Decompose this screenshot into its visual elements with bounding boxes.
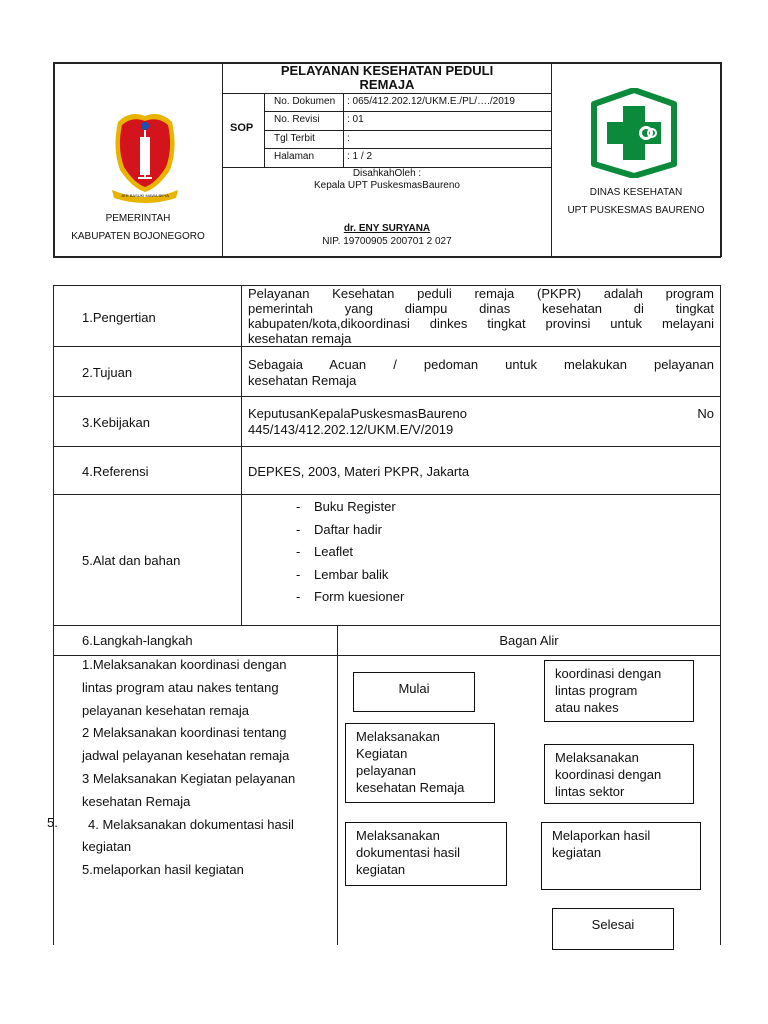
signer-nip: NIP. 19700905 200701 2 027 bbox=[322, 236, 452, 247]
flow-laporan bbox=[541, 822, 701, 890]
step-line: 2 Melaksanakan koordinasi tentang bbox=[82, 725, 287, 741]
pengertian-label: 1.Pengertian bbox=[82, 310, 156, 325]
flow-text: Melaksanakan bbox=[356, 828, 440, 843]
flow-text: Melaporkan hasil bbox=[552, 828, 651, 843]
flow-text: Melaksanakan bbox=[356, 729, 440, 744]
list-item-text: Lembar balik bbox=[314, 566, 389, 582]
flow-header: Bagan Alir bbox=[499, 633, 559, 648]
kebijakan-no: No bbox=[697, 406, 714, 421]
alat-list bbox=[296, 496, 404, 609]
flow-dokumentasi bbox=[345, 822, 507, 886]
regency-logo-ribbon: JER BASUKI MAWA BEYA bbox=[121, 193, 169, 198]
puskesmas-logo bbox=[590, 88, 678, 178]
page-label: Halaman bbox=[274, 151, 315, 162]
steps-list bbox=[82, 654, 295, 882]
list-item bbox=[296, 586, 404, 609]
page-title bbox=[223, 64, 551, 92]
approver-title: Kepala UPT PuskesmasBaureno bbox=[313, 180, 460, 191]
right-org-line1: DINAS KESEHATAN bbox=[589, 187, 683, 198]
list-item bbox=[296, 496, 404, 519]
step-line: 5.melaporkan hasil kegiatan bbox=[82, 862, 244, 878]
flow-text: atau nakes bbox=[555, 700, 619, 715]
bullet: - bbox=[296, 566, 301, 582]
tujuan-label: 2.Tujuan bbox=[82, 365, 133, 380]
list-item bbox=[296, 564, 404, 587]
revision-value: : 01 bbox=[347, 114, 364, 125]
step-line: jadwal pelayanan kesehatan remaja bbox=[82, 748, 290, 764]
list-item-text: Buku Register bbox=[314, 499, 396, 514]
step-line: lintas program atau nakes tentang bbox=[82, 679, 279, 695]
step-line: 3 Melaksanakan Kegiatan pelayanan bbox=[82, 770, 296, 786]
issue-date-value: : bbox=[347, 133, 350, 144]
step-line: kesehatan Remaja bbox=[82, 793, 191, 809]
bullet: - bbox=[296, 544, 301, 560]
issue-date-label: Tgl Terbit bbox=[274, 133, 315, 144]
step-line: kegiatan bbox=[82, 839, 132, 855]
referensi-label: 4.Referensi bbox=[82, 464, 149, 479]
step-line: 1.Melaksanakan koordinasi dengan bbox=[82, 657, 287, 672]
step-line: pelayanan kesehatan remaja bbox=[82, 702, 249, 718]
flow-text: koordinasi dengan bbox=[555, 767, 662, 782]
flow-text: dokumentasi hasil bbox=[356, 845, 461, 860]
flow-text: kegiatan bbox=[356, 862, 406, 877]
flow-koordinasi-lintas-program bbox=[544, 660, 694, 722]
left-org-line2: KABUPATEN BOJONEGORO bbox=[71, 231, 205, 242]
flow-start: Mulai bbox=[353, 672, 475, 712]
approved-by: DisahkahOleh : bbox=[352, 168, 422, 179]
langkah-label: 6.Langkah-langkah bbox=[82, 633, 193, 648]
flow-text: Kegiatan bbox=[356, 746, 408, 761]
list-item-text: Form kuesioner bbox=[314, 589, 405, 605]
flow-text: kesehatan Remaja bbox=[356, 780, 465, 795]
pengertian-line: kabupaten/kota,dikoordinasi dinkes tingkat provinsi untuk melayani bbox=[248, 316, 714, 331]
bullet: - bbox=[296, 499, 301, 514]
kebijakan-decree: KeputusanKepalaPuskesmasBaureno bbox=[248, 406, 467, 421]
flow-end: Selesai bbox=[552, 908, 674, 950]
list-item bbox=[296, 519, 404, 542]
list-item-text: Daftar hadir bbox=[314, 521, 382, 537]
flow-text: kegiatan bbox=[552, 845, 602, 860]
step-line: 4. Melaksanakan dokumentasi hasil bbox=[88, 816, 294, 832]
right-org-line2: UPT PUSKESMAS BAURENO bbox=[567, 205, 705, 216]
page-value: : 1 / 2 bbox=[347, 151, 373, 162]
doc-number-value: : 065/412.202.12/UKM.E./PL/…./2019 bbox=[347, 96, 515, 107]
title-line1: PELAYANAN KESEHATAN PEDULI bbox=[280, 63, 494, 78]
title-line2: REMAJA bbox=[359, 77, 415, 92]
tujuan-line: kesehatan Remaja bbox=[248, 373, 357, 388]
bullet: - bbox=[296, 521, 301, 537]
alat-label: 5.Alat dan bahan bbox=[82, 553, 181, 568]
tujuan-text bbox=[248, 357, 714, 389]
referensi-text: DEPKES, 2003, Materi PKPR, Jakarta bbox=[248, 464, 470, 479]
doc-number-label: No. Dokumen bbox=[274, 96, 336, 107]
regency-logo bbox=[108, 108, 182, 204]
pengertian-line: pemerintah yang diampu dinas kesehatan di tingkat bbox=[248, 301, 714, 316]
flow-text: koordinasi dengan bbox=[555, 666, 662, 681]
pengertian-line: kesehatan remaja bbox=[248, 331, 352, 346]
stray-number: 5. bbox=[47, 815, 58, 830]
flow-text: lintas program bbox=[555, 683, 638, 698]
flow-text: pelayanan bbox=[356, 763, 416, 778]
kebijakan-text bbox=[248, 406, 714, 438]
tujuan-line: Sebagaia Acuan / pedoman untuk melakukan pelayanan bbox=[248, 357, 714, 372]
kebijakan-label: 3.Kebijakan bbox=[82, 415, 150, 430]
flow-text: Melaksanakan bbox=[555, 750, 639, 765]
list-item-text: Leaflet bbox=[314, 544, 354, 560]
list-item bbox=[296, 541, 404, 564]
signer-name: dr. ENY SURYANA bbox=[343, 223, 431, 234]
pengertian-line: Pelayanan Kesehatan peduli remaja (PKPR) adalah program bbox=[248, 286, 714, 301]
flow-kegiatan bbox=[345, 723, 495, 803]
left-org-line1: PEMERINTAH bbox=[105, 213, 171, 224]
sop-label: SOP bbox=[230, 122, 254, 134]
pengertian-text bbox=[248, 286, 714, 346]
bullet: - bbox=[296, 589, 301, 605]
flow-koordinasi-lintas-sektor bbox=[544, 744, 694, 804]
revision-label: No. Revisi bbox=[274, 114, 320, 125]
kebijakan-number: 445/143/412.202.12/UKM.E/V/2019 bbox=[248, 422, 454, 437]
flow-text: lintas sektor bbox=[555, 784, 625, 799]
